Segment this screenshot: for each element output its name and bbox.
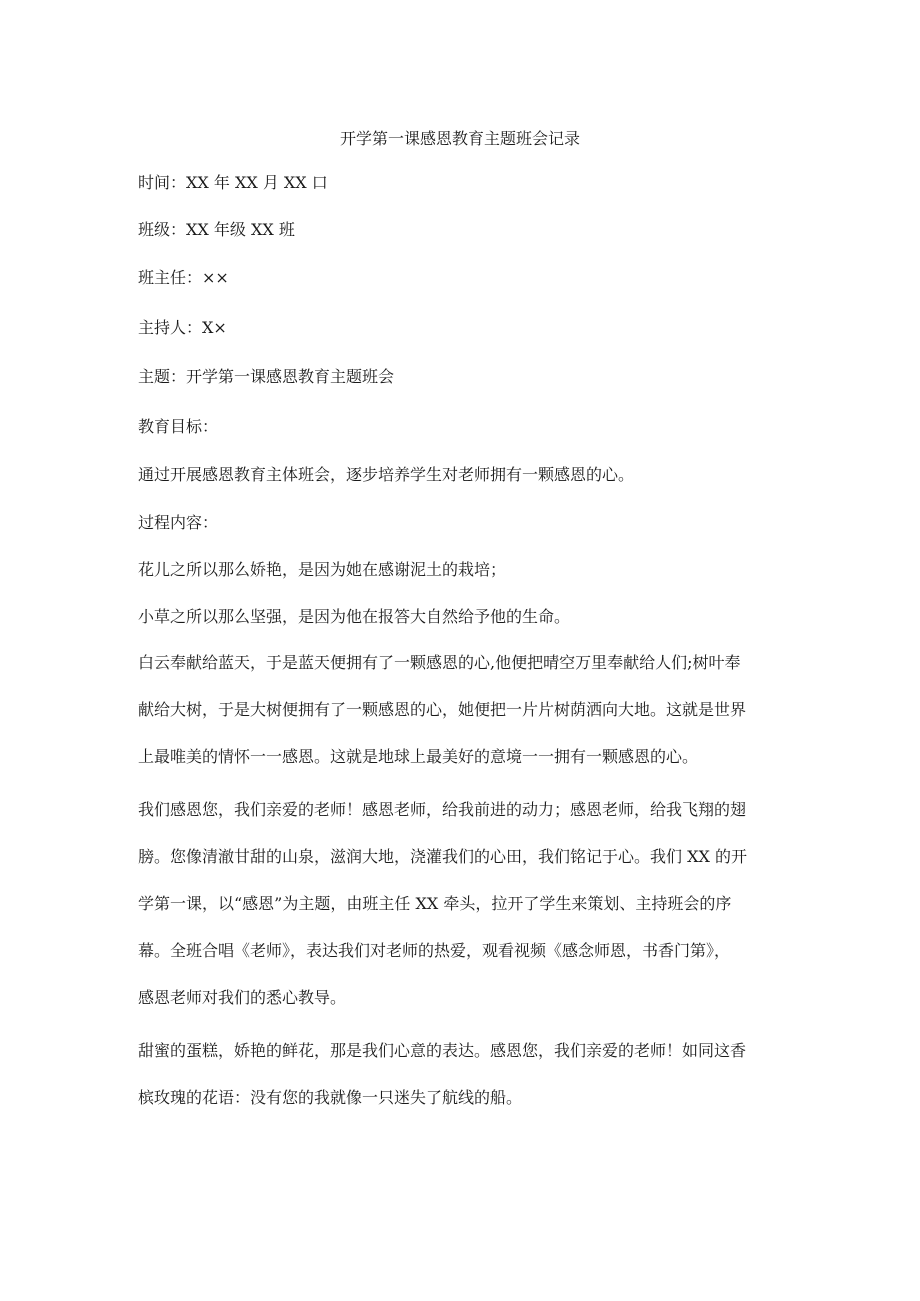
paragraph-line: 我们感恩您，我们亲爱的老师！感恩老师，给我前进的动力；感恩老师，给我飞翔的翅 xyxy=(138,800,747,819)
goal-text: 通过开展感恩教育主体班会，逐步培养学生对老师拥有一颗感恩的心。 xyxy=(138,465,635,484)
paragraph-line: 上最唯美的情怀一一感恩。这就是地球上最美好的意境一一拥有一颗感恩的心。 xyxy=(138,747,699,766)
paragraph-line: 槟玫瑰的花语：没有您的我就像一只迷失了航线的船。 xyxy=(138,1088,523,1107)
host-line: 主持人：X× xyxy=(138,318,227,337)
paragraph-cake-flowers xyxy=(138,1027,798,1121)
theme-line: 主题：开学第一课感恩教育主题班会 xyxy=(138,367,395,386)
teacher-line: 班主任：×× xyxy=(138,268,229,287)
process-label: 过程内容： xyxy=(138,513,219,532)
paragraph-thanks-teacher xyxy=(138,786,798,1021)
paragraph-line: 膀。您像清澈甘甜的山泉，滋润大地，浇灌我们的心田，我们铭记于心。我们 XX 的开 xyxy=(138,847,747,866)
paragraph-grass: 小草之所以那么坚强，是因为他在报答大自然给予他的生命。 xyxy=(138,607,571,626)
document-title: 开学第一课感恩教育主题班会记录 xyxy=(339,129,580,148)
paragraph-line: 学第一课，以“感恩”为主题，由班主任 XX 牵头，拉开了学生来策划、主持班会的序 xyxy=(138,894,732,913)
paragraph-line: 甜蜜的蛋糕，娇艳的鲜花，那是我们心意的表达。感恩您，我们亲爱的老师！如同这香 xyxy=(138,1041,747,1060)
time-line: 时间：XX 年 XX 月 XX 口 xyxy=(138,173,328,192)
goal-label: 教育目标： xyxy=(138,417,219,436)
paragraph-line: 白云奉献给蓝天，于是蓝天便拥有了一颗感恩的心,他便把晴空万里奉献给人们;树叶奉 xyxy=(138,653,741,672)
paragraph-line: 幕。全班合唱《老师》，表达我们对老师的热爱，观看视频《感念师恩，书香门第》， xyxy=(138,941,731,960)
class-line: 班级：XX 年级 XX 班 xyxy=(138,220,295,239)
paragraph-clouds xyxy=(138,639,798,780)
paragraph-line: 献给大树，于是大树便拥有了一颗感恩的心，她便把一片片树荫洒向大地。这就是世界 xyxy=(138,700,747,719)
paragraph-line: 感恩老师对我们的悉心教导。 xyxy=(138,988,347,1007)
paragraph-flowers: 花儿之所以那么娇艳，是因为她在感谢泥土的栽培； xyxy=(138,560,507,579)
